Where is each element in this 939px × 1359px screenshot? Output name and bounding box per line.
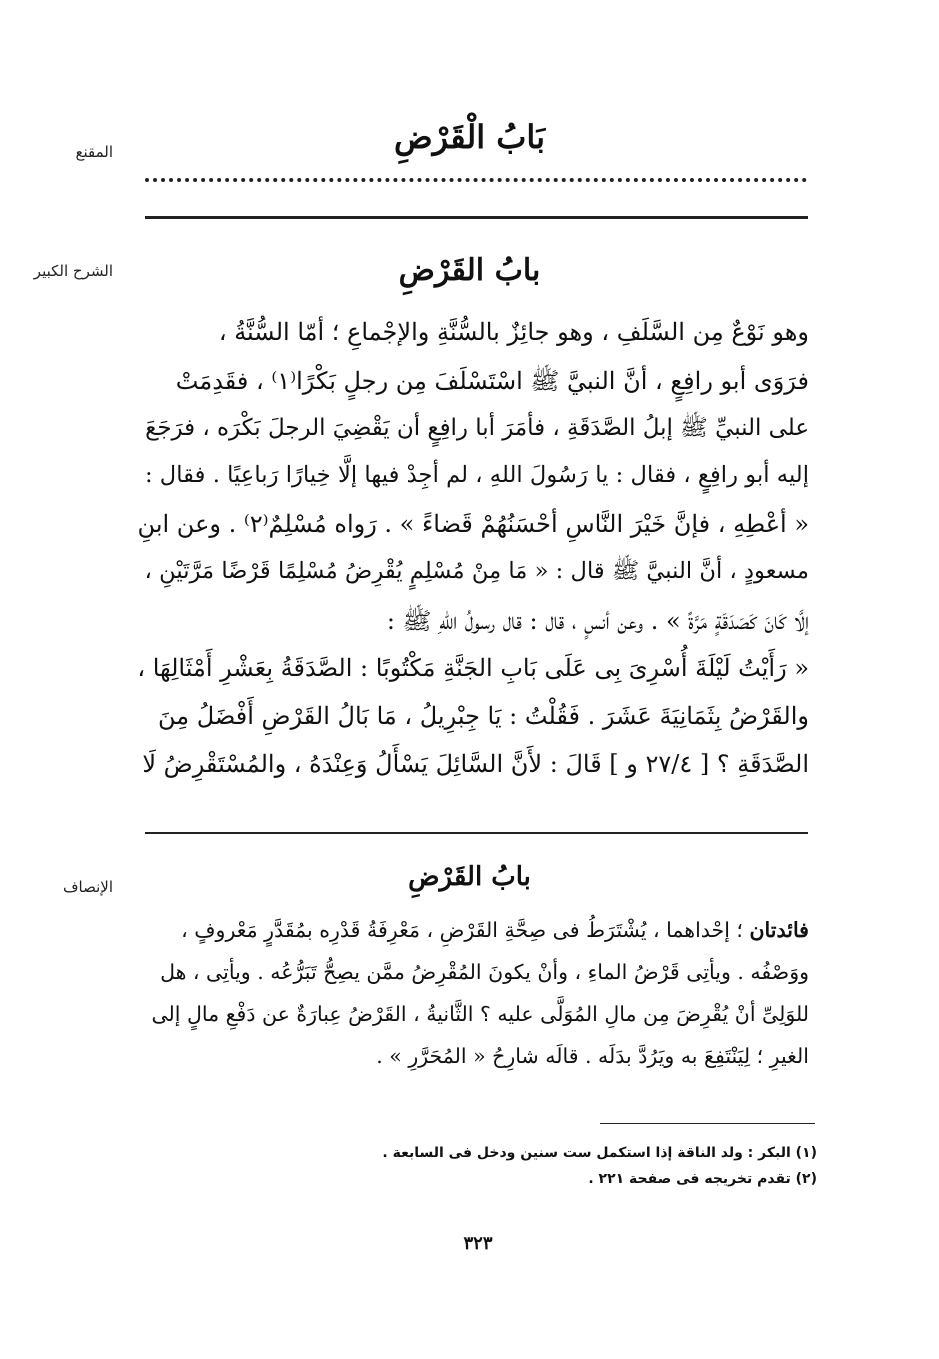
sharh-line: على النبيِّ ﷺ إبلُ الصَّدَقَةِ ، فأمَرَ أبا رافِعٍ أن يَقْضِيَ الرجلَ بَكْرَه ، فرَجَعَ <box>145 415 809 441</box>
section-divider-top <box>145 216 808 219</box>
footnote-separator <box>600 1123 815 1124</box>
sharh-chapter-title: بابُ القَرْضِ <box>398 253 541 288</box>
muqni-dotted-separator <box>145 178 807 194</box>
sharh-line: وهو نَوْعٌ مِن السَّلَفِ ، وهو جائِزٌ بالسُّنَّةِ والإجْماعِ ؛ أمّا السُّنَّةُ ، <box>218 318 809 346</box>
footnotes <box>257 1140 817 1192</box>
sharh-line: « رَأَيْتُ لَيْلَةَ أُسْرِىَ بِى عَلَى بَابِ الجَنَّةِ مَكْتُوبًا : الصَّدَقَةُ بِعَشْرِ أَمْثَالِهَا ، <box>137 654 809 682</box>
sharh-line: فرَوَى أبو رافِعٍ ، أنَّ النبيَّ ﷺ اسْتَسْلَفَ مِن رجلٍ بَكْرًا⁽١⁾ ، فقَدِمَتْ <box>175 367 809 395</box>
insaf-first-line <box>131 918 809 942</box>
footnote-1: (١) البكر : ولد الناقة إذا استكمل ست سنين ودخل فى السابعة . <box>382 1145 817 1161</box>
sharh-side-label: الشرح الكبير <box>33 262 113 280</box>
sharh-line: إلَّا كَانَ كَصَدَقَةٍ مَرَّةً » . وعن أنسٍ ، قال : قال رسولُ اللهِ ﷺ : <box>386 607 809 635</box>
insaf-lead-word: فائدتان <box>749 918 809 942</box>
muqni-side-label: المقنع <box>75 143 113 161</box>
sharh-line: الصَّدَقَةِ ؟ [ ٢٧/٤ و ] قَالَ : لأَنَّ السَّائِلَ يَسْأَلُ وَعِنْدَهُ ، والمُسْتَقْرِضُ لَا <box>142 750 809 778</box>
insaf-line: ووَصْفُه . ويأتِى قَرْضُ الماءِ ، وأنْ يكونَ المُقْرِضُ ممَّن يصِحُّ تَبَرُّعُه . ويأتِى ، هل <box>160 960 809 984</box>
sharh-line: إليه أبو رافِعٍ ، فقال : يا رَسُولَ اللهِ ، لم أجِدْ فيها إلَّا خِيارًا رَباعِيًا . فقال : <box>144 462 809 488</box>
sharh-line: « أعْطِهِ ، فإنَّ خَيْرَ النَّاسِ أحْسَنُهُمْ قَضاءً » . رَواه مُسْلِمٌ⁽٢⁾ . وعن ابنِ <box>137 510 809 538</box>
insaf-line-text: ؛ إحْداهما ، يُشْتَرَطُ فى صِحَّةِ القَرْضِ ، مَعْرِفَةُ قَدْرِه بمُقَدَّرٍ مَعْروفٍ ، <box>181 918 743 942</box>
insaf-side-label: الإنصاف <box>62 878 113 896</box>
insaf-text <box>131 918 809 1098</box>
sharh-line: مسعودٍ ، أنَّ النبيَّ ﷺ قال : « مَا مِنْ مُسْلِمٍ يُقْرِضُ مُسْلِمًا قَرْضًا مَرَّتَيْنِ ، <box>144 558 809 584</box>
sharh-line: والقَرْضُ بِثَمَانِيَةَ عَشَرَ . فَقُلْتُ : يَا جِبْرِيلُ ، مَا بَالُ القَرْضِ أَفْضَلُ مِنَ <box>158 702 809 730</box>
insaf-chapter-title: بابُ القَرْضِ <box>408 862 531 892</box>
sharh-text <box>131 318 809 798</box>
footnote-2: (٢) تقدم تخريجه فى صفحة ٢٢١ . <box>588 1171 817 1187</box>
page-number: ٣٢٣ <box>463 1233 493 1254</box>
insaf-line: للوَلِىِّ أنْ يُقْرِضَ مِن مالِ المُوَلَّى عليه ؟ الثَّانيةُ ، القَرْضُ عِبارَةٌ عن دَفْعِ مالٍ إلى <box>151 1002 809 1026</box>
insaf-line: الغيرِ ؛ لِيَنْتَفِعَ به ويَرُدَّ بدَلَه . قالَه شارِحُ « المُحَرَّرِ » . <box>376 1044 809 1068</box>
section-divider-middle <box>145 832 808 834</box>
muqni-chapter-title: بَابُ الْقَرْضِ <box>393 118 546 156</box>
